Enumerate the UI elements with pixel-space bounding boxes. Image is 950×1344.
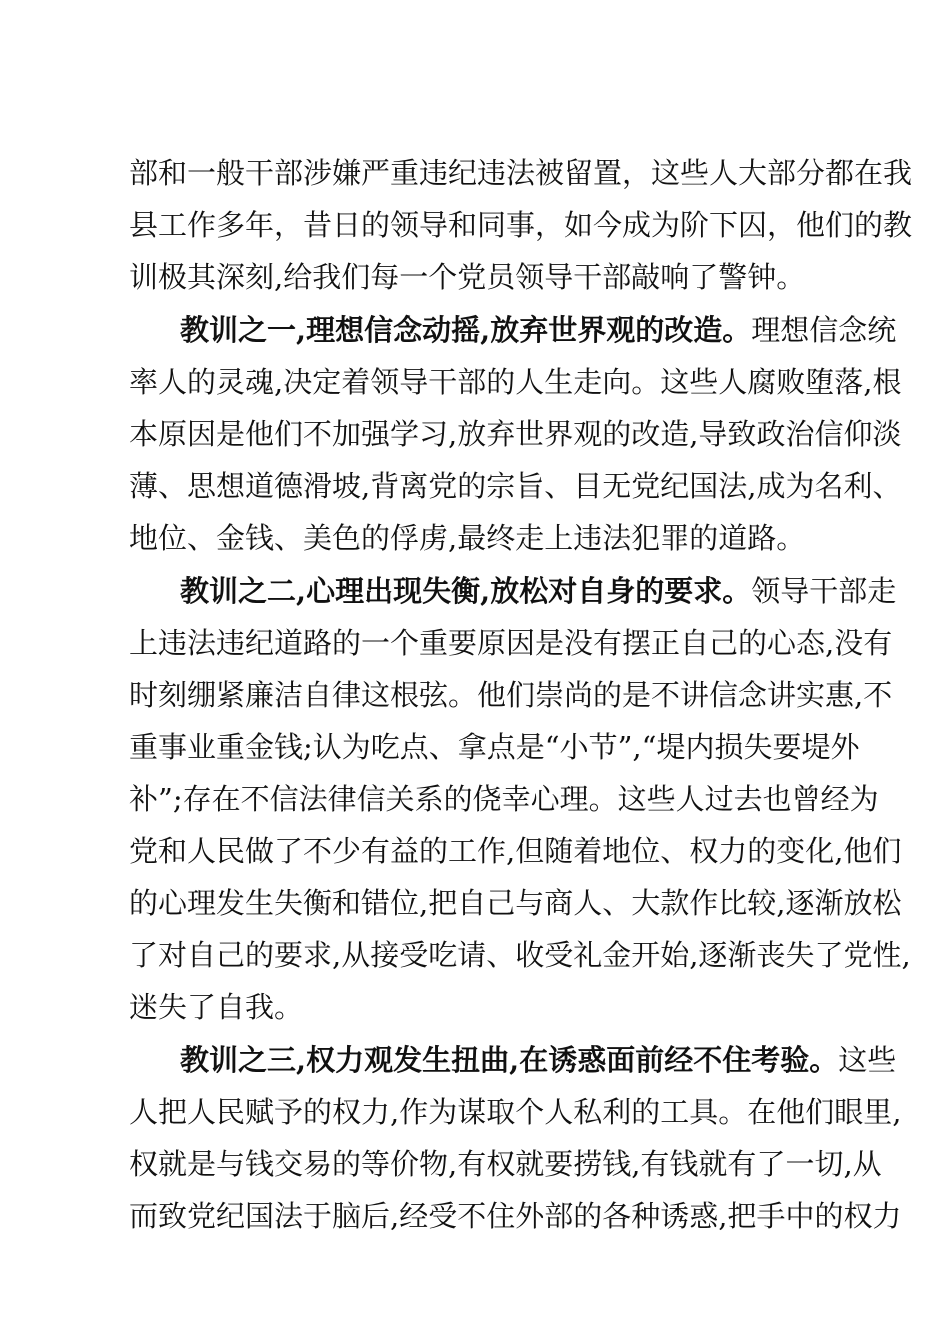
lesson3-heading: 教训之三,权力观发生扭曲,在诱惑面前经不住考验。	[180, 1043, 839, 1077]
lesson2-line-9: 迷失了自我。	[129, 990, 304, 1024]
lesson3-first-line	[180, 1040, 897, 1080]
lesson2-line-1: 领导干部走	[751, 574, 897, 608]
intro-line-3: 训极其深刻,给我们每一个党员领导干部敲响了警钟。	[129, 260, 806, 294]
intro-line-1: 部和一般干部涉嫌严重违纪违法被留置，这些人大部分都在我	[129, 156, 913, 190]
lesson1-line-5: 地位、金钱、美色的俘虏,最终走上违法犯罪的道路。	[129, 521, 806, 555]
lesson2-line-2: 上违法违纪道路的一个重要原因是没有摆正自己的心态,没有	[129, 626, 893, 660]
lesson3-line-3: 权就是与钱交易的等价物,有权就要捞钱,有钱就有了一切,从	[129, 1147, 882, 1181]
lesson1-line-3: 本原因是他们不加强学习,放弃世界观的改造,导致政治信仰淡	[129, 417, 902, 451]
lesson1-line-1: 理想信念统	[751, 313, 897, 347]
lesson1-line-2: 率人的灵魂,决定着领导干部的人生走向。这些人腐败堕落,根	[129, 365, 902, 399]
lesson2-line-6: 党和人民做了不少有益的工作,但随着地位、权力的变化,他们	[129, 834, 902, 868]
lesson2-line-4: 重事业重金钱;认为吃点、拿点是“小节”,“堤内损失要堤外	[129, 730, 860, 764]
lesson2-line-8: 了对自己的要求,从接受吃请、收受礼金开始,逐渐丧失了党性,	[129, 938, 911, 972]
lesson3-line-2: 人把人民赋予的权力,作为谋取个人私利的工具。在他们眼里,	[129, 1095, 902, 1129]
lesson2-line-3: 时刻绷紧廉洁自律这根弦。他们崇尚的是不讲信念讲实惠,不	[129, 678, 893, 712]
lesson2-line-5: 补”;存在不信法律信关系的侥幸心理。这些人过去也曾经为	[129, 782, 879, 816]
lesson2-first-line	[180, 571, 897, 611]
lesson2-line-7: 的心理发生失衡和错位,把自己与商人、大款作比较,逐渐放松	[129, 886, 902, 920]
lesson3-line-4: 而致党纪国法于脑后,经受不住外部的各种诱惑,把手中的权力	[129, 1199, 902, 1233]
lesson1-heading: 教训之一,理想信念动摇,放弃世界观的改造。	[180, 313, 752, 347]
lesson1-first-line	[180, 310, 897, 350]
lesson3-line-1: 这些	[838, 1043, 897, 1077]
lesson1-line-4: 薄、思想道德滑坡,背离党的宗旨、目无党纪国法,成为名利、	[129, 469, 902, 503]
lesson2-heading: 教训之二,心理出现失衡,放松对自身的要求。	[180, 574, 752, 608]
intro-line-2: 县工作多年，昔日的领导和同事，如今成为阶下囚，他们的教	[129, 208, 913, 242]
